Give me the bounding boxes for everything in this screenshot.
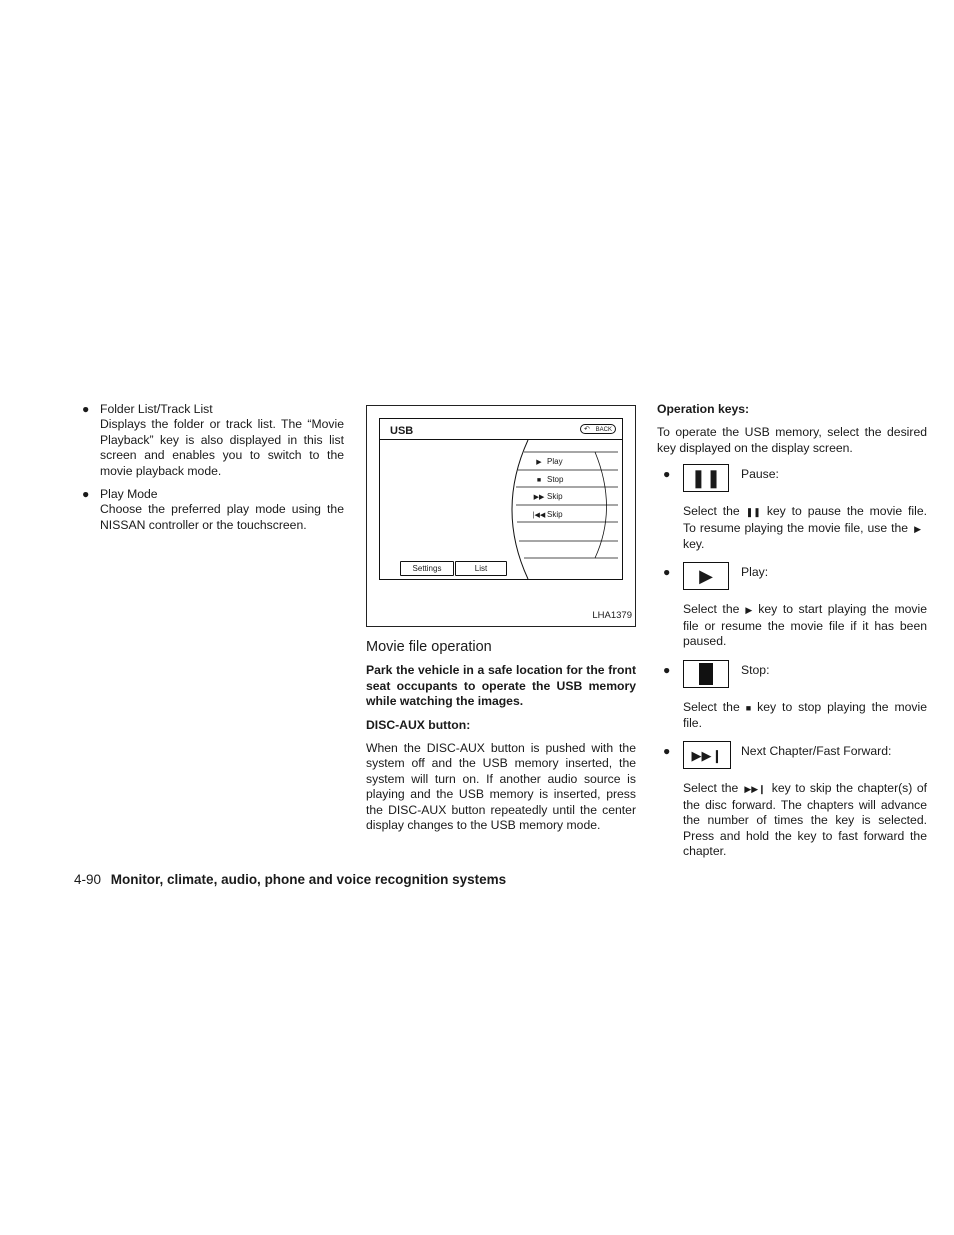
menu-item-play[interactable]: ▶ Play [531,453,623,470]
pause-key[interactable] [683,464,729,492]
pause-icon: ❚❚ [690,467,722,488]
bullet-icon: ● [82,487,90,502]
bullet-icon: ● [82,402,90,416]
section-title: Movie file operation [366,639,492,655]
usb-screen-figure [366,405,636,627]
operation-keys-intro: To operate the USB memory, select the desired key displayed on the display screen. [657,425,927,455]
fast-forward-icon: ▶▶ [533,494,545,501]
bullet-icon: ● [663,744,671,759]
list-item [82,402,344,479]
key-row-play [657,562,927,596]
key-label: Pause: [741,467,779,482]
left-column [82,402,344,541]
key-description: Select the ■ key to stop playing the movie file. [683,699,927,731]
stop-icon [699,663,713,685]
back-arrow-icon: ↶ [584,426,590,433]
disc-aux-heading: DISC-AUX button: [366,717,471,732]
menu-item-stop[interactable]: ■ Stop [531,471,623,488]
key-description: Select the ▶▶❙ key to skip the chapter(s) of the disc forward. The chapters will advance the number of times the key is selected. Press and hold the key to fast forward the chapter. [683,781,928,859]
middle-column [366,405,636,841]
back-label: BACK [595,427,612,433]
menu-item-skip-back[interactable]: |◀◀ Skip [531,506,623,523]
stop-icon: ■ [536,477,542,484]
bullet-title: Folder List/Track List [100,402,213,416]
page-footer [74,872,506,887]
bullet-body: Choose the preferred play mode using the NISSAN controller or the touchscreen. [100,502,344,532]
list-item [82,487,344,533]
bullet-title: Play Mode [100,487,158,502]
pause-icon: ❚❚ [745,507,761,518]
right-column [657,402,927,870]
bullet-icon: ● [663,662,671,677]
back-button[interactable] [580,424,616,434]
warning-text: Park the vehicle in a safe location for the front seat occupants to operate the USB memory while watching the images. [366,663,636,709]
key-label: Play: [741,565,769,580]
stop-key[interactable] [683,660,729,688]
play-icon: ▶ [536,459,542,466]
key-label: Next Chapter/Fast Forward: [741,744,892,759]
play-key[interactable] [683,562,729,590]
page-number: 4-90 [74,872,102,887]
next-chapter-icon: ▶▶❙ [744,784,766,795]
key-row-next-chapter [657,741,927,775]
stop-icon: ■ [745,702,752,713]
skip-back-icon: |◀◀ [532,512,546,519]
key-description: Select the ▶ key to start playing the movie file or resume the movie file if it has been paused. [683,602,927,649]
operation-keys-heading: Operation keys: [657,402,750,416]
next-chapter-icon: ▶▶❙ [691,747,723,763]
screen-title: USB [390,425,414,437]
key-row-pause [657,464,927,498]
play-icon: ▶ [745,605,753,616]
play-icon: ▶ [699,565,713,586]
bullet-icon: ● [663,467,671,482]
bullet-icon: ● [663,565,671,580]
menu-item-skip-forward[interactable]: ▶▶ Skip [531,488,623,505]
chapter-title: Monitor, climate, audio, phone and voice recognition systems [110,872,507,887]
play-icon: ▶ [914,523,921,534]
settings-button[interactable]: Settings [400,561,454,576]
display-screen [379,418,623,580]
disc-aux-text: When the DISC-AUX button is pushed with the system off and the USB memory inserted, the system will turn on. If another audio source is playing and the USB memory is inserted, press the DISC-AUX button repeatedly until the center display changes to the USB memory mode. [366,741,636,833]
bullet-body: Displays the folder or track list. The “Movie Playback” key is also displayed in this list screen and enables you to switch to the movie playback mode. [100,417,344,478]
key-description: Select the ❚❚ key to pause the movie file. To resume playing the movie file, use the ▶key. [683,504,928,552]
key-row-stop [657,660,927,694]
next-chapter-key[interactable] [683,741,731,769]
key-label: Stop: [741,662,770,677]
figure-code: LHA1379 [592,609,632,621]
list-button[interactable]: List [455,561,507,576]
